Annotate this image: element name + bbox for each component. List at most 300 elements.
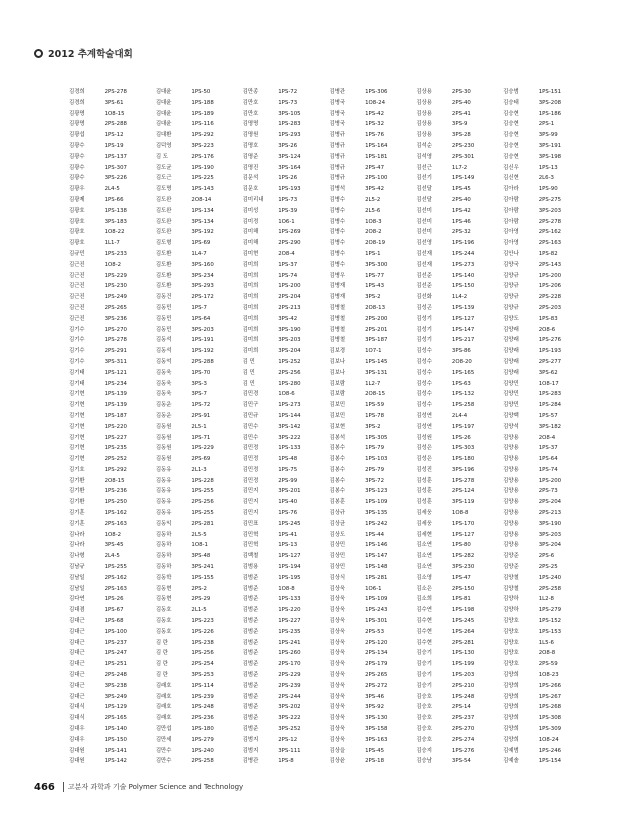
presentation-code: 1PS-305 xyxy=(365,434,388,441)
author-name: 김래호 xyxy=(155,715,172,722)
index-entry xyxy=(503,173,590,184)
author-name: 김병석 xyxy=(329,186,346,193)
author-name: 김선달 xyxy=(416,186,432,193)
presentation-code: 2PS-229 xyxy=(278,672,301,679)
index-entry xyxy=(243,249,330,260)
author-name: 김양용 xyxy=(503,510,519,517)
author-name: 김동하 xyxy=(155,542,172,549)
index-column xyxy=(69,87,156,767)
presentation-code: 1PS-109 xyxy=(365,499,388,506)
index-entry xyxy=(416,163,503,174)
presentation-code: 2PS-2 xyxy=(191,585,207,592)
author-name: 김양희 xyxy=(503,682,519,689)
author-name: 김동유 xyxy=(155,477,172,484)
presentation-code: 1PS-133 xyxy=(278,445,301,452)
presentation-code: 1PS-279 xyxy=(191,736,214,743)
index-entry xyxy=(156,422,243,433)
index-entry xyxy=(156,292,243,303)
author-name: 김양철 xyxy=(503,585,519,592)
author-name: 김승범 xyxy=(503,89,519,95)
index-entry xyxy=(69,638,156,649)
presentation-code: 1PS-252 xyxy=(278,358,301,365)
author-name: 김양래 xyxy=(503,326,519,333)
index-entry xyxy=(416,260,503,271)
presentation-code: 1O6-1 xyxy=(365,585,382,592)
index-entry xyxy=(330,249,417,260)
author-name: 김도명 xyxy=(155,186,172,193)
index-entry xyxy=(243,476,330,487)
presentation-code: 1PS-235 xyxy=(278,628,301,635)
author-name: 김선달 xyxy=(416,196,432,203)
presentation-code: 2PS-275 xyxy=(538,196,562,203)
presentation-code: 2PS-252 xyxy=(104,456,127,463)
presentation-code: 3PS-196 xyxy=(451,466,475,473)
presentation-code: 1PS-308 xyxy=(538,715,562,722)
author-name: 김민지 xyxy=(242,510,259,517)
presentation-code: 3PS-204 xyxy=(538,542,562,549)
presentation-code: 1O8-15 xyxy=(104,110,125,117)
presentation-code: 2PS-143 xyxy=(538,261,562,268)
author-name: 김근진 xyxy=(69,315,85,322)
author-name: 김성수 xyxy=(416,391,432,398)
author-name: 김범준 xyxy=(242,726,259,733)
presentation-code: 1PS-82 xyxy=(538,250,558,257)
author-name: 김승호 xyxy=(416,715,432,722)
author-name: 김병수 xyxy=(329,240,346,247)
presentation-code: 3PS-131 xyxy=(365,369,388,376)
author-name: 김양래 xyxy=(503,337,519,344)
author-name: 김신현 xyxy=(503,175,519,182)
presentation-code: 1PS-139 xyxy=(104,402,127,409)
index-entry xyxy=(330,530,417,541)
presentation-code: 1O8-17 xyxy=(538,380,559,387)
index-entry xyxy=(243,163,330,174)
presentation-code: 1PS-70 xyxy=(191,369,211,376)
index-entry xyxy=(156,119,243,130)
index-entry xyxy=(503,195,590,206)
author-name: 김기호 xyxy=(69,466,85,473)
author-name: 김범준 xyxy=(242,628,259,635)
presentation-code: 1PS-240 xyxy=(538,574,562,581)
presentation-code: 2PS-281 xyxy=(191,520,214,527)
author-name: 김성진 xyxy=(416,466,432,473)
presentation-code: 3PS-92 xyxy=(365,704,385,711)
index-entry xyxy=(416,713,503,724)
presentation-code: 2O8-15 xyxy=(104,477,125,484)
presentation-code: 1PS-180 xyxy=(451,456,475,463)
presentation-code: 1PS-196 xyxy=(451,240,475,247)
index-entry xyxy=(243,238,330,249)
author-name: 김성은 xyxy=(416,445,432,452)
author-name: 김대식 xyxy=(69,715,85,722)
index-entry xyxy=(330,648,417,659)
author-name: 김양호 xyxy=(503,661,519,668)
presentation-code: 2L1-5 xyxy=(191,607,207,614)
presentation-code: 1PS-48 xyxy=(278,456,298,463)
index-entry xyxy=(416,497,503,508)
presentation-code: 1PS-273 xyxy=(278,402,301,409)
author-name: 김미희 xyxy=(242,294,259,301)
author-name: 김동하 xyxy=(155,564,172,571)
author-name: 김상용 xyxy=(416,121,432,128)
index-entry xyxy=(69,217,156,228)
author-name: 김승기 xyxy=(416,682,432,689)
presentation-code: 1PS-139 xyxy=(104,391,127,398)
presentation-code: 1PS-258 xyxy=(451,402,475,409)
author-name: 김승지 xyxy=(416,747,432,754)
author-name: 김경희 xyxy=(69,89,85,95)
presentation-code: 3PS-203 xyxy=(538,207,562,214)
presentation-code: 1PS-149 xyxy=(451,175,475,182)
index-entry xyxy=(156,433,243,444)
author-name: 김도완 xyxy=(155,218,172,225)
presentation-code: 2L4-4 xyxy=(451,412,468,419)
presentation-code: 1PS-109 xyxy=(365,596,388,603)
index-entry xyxy=(243,422,330,433)
index-entry xyxy=(156,702,243,713)
author-name: 김성기 xyxy=(416,337,432,344)
presentation-code: 1PS-250 xyxy=(104,499,127,506)
index-entry xyxy=(330,206,417,217)
presentation-code: 2PS-18 xyxy=(365,758,385,765)
index-entry xyxy=(503,260,590,271)
presentation-code: 1PS-270 xyxy=(104,326,127,333)
author-name: 김양준 xyxy=(503,553,519,560)
index-entry xyxy=(330,368,417,379)
index-entry xyxy=(330,184,417,195)
author-name: 김상욱 xyxy=(329,628,346,635)
index-entry xyxy=(243,130,330,141)
index-entry xyxy=(330,260,417,271)
index-entry xyxy=(330,281,417,292)
author-name: 김대근 xyxy=(69,682,85,689)
author-name: 김명호 xyxy=(242,142,259,149)
index-entry xyxy=(69,540,156,551)
presentation-code: 1PS-127 xyxy=(278,553,301,560)
presentation-code: 1O8-22 xyxy=(104,229,125,236)
author-name: 김상용 xyxy=(416,110,432,117)
index-entry xyxy=(243,303,330,314)
index-entry xyxy=(69,346,156,357)
presentation-code: 3PS-192 xyxy=(191,229,214,236)
author-name: 김동하 xyxy=(155,553,172,560)
index-entry xyxy=(243,281,330,292)
index-entry xyxy=(416,130,503,141)
presentation-code: 1PS-153 xyxy=(538,628,562,635)
index-entry xyxy=(243,119,330,130)
presentation-code: 1PS-32 xyxy=(365,121,385,128)
index-entry xyxy=(416,271,503,282)
index-entry xyxy=(330,335,417,346)
index-entry xyxy=(156,594,243,605)
author-name: 김성수 xyxy=(416,380,432,387)
index-entry xyxy=(156,519,243,530)
index-entry xyxy=(243,627,330,638)
index-entry xyxy=(156,130,243,141)
index-entry xyxy=(503,551,590,562)
presentation-code: 1PS-148 xyxy=(365,564,388,571)
index-entry xyxy=(156,217,243,228)
presentation-code: 1PS-186 xyxy=(538,110,562,117)
presentation-code: 3PS-28 xyxy=(451,132,471,139)
index-entry xyxy=(503,119,590,130)
author-name: 김양백 xyxy=(503,412,519,419)
author-name: 김성기 xyxy=(416,315,432,322)
index-entry xyxy=(330,195,417,206)
author-name: 김승현 xyxy=(503,153,519,160)
author-name: 김나라 xyxy=(69,542,85,549)
author-name: 김양도 xyxy=(503,315,519,322)
index-entry xyxy=(503,411,590,422)
author-name: 김만호 xyxy=(242,110,259,117)
index-entry xyxy=(330,292,417,303)
author-name: 김상규 xyxy=(329,510,346,517)
presentation-code: 1PS-7 xyxy=(191,304,207,311)
author-name: 김병재 xyxy=(329,283,346,290)
index-entry xyxy=(243,540,330,551)
presentation-code: 3PS-183 xyxy=(104,218,127,225)
author-name: 김대겸 xyxy=(69,607,85,614)
index-entry xyxy=(503,184,590,195)
index-entry xyxy=(416,605,503,616)
author-name: 김미희 xyxy=(242,337,259,344)
author-name: 김범준 xyxy=(242,607,259,614)
presentation-code: 2PS-73 xyxy=(538,488,558,495)
index-entry xyxy=(503,605,590,616)
presentation-code: 1PS-78 xyxy=(365,412,385,419)
index-entry xyxy=(330,756,417,767)
index-entry xyxy=(243,497,330,508)
index-entry xyxy=(503,530,590,541)
author-name: 김소연 xyxy=(416,564,432,571)
presentation-code: 2L4-5 xyxy=(104,186,120,193)
author-name: 김덕영 xyxy=(155,142,172,149)
presentation-code: 1PS-77 xyxy=(365,272,385,279)
index-entry xyxy=(330,670,417,681)
index-entry xyxy=(69,551,156,562)
presentation-code: 1PS-180 xyxy=(191,726,214,733)
presentation-code: 1PS-200 xyxy=(538,477,562,484)
presentation-code: 1PS-143 xyxy=(191,186,214,193)
author-name: 김민규 xyxy=(242,412,259,419)
index-entry xyxy=(156,573,243,584)
presentation-code: 2L6-3 xyxy=(538,175,554,182)
author-name: 김상욱 xyxy=(329,650,346,657)
presentation-code: 3PS-46 xyxy=(365,693,385,700)
presentation-code: 3PS-130 xyxy=(365,715,388,722)
author-name: 김상용 xyxy=(416,132,432,139)
author-name: 김기수 xyxy=(69,337,85,344)
author-name: 김범준 xyxy=(242,618,259,625)
author-name: 김보민 xyxy=(329,402,346,409)
index-entry xyxy=(156,249,243,260)
presentation-code: 1PS-142 xyxy=(104,758,127,765)
presentation-code: 1PS-145 xyxy=(365,358,388,365)
index-entry xyxy=(503,508,590,519)
index-entry xyxy=(156,152,243,163)
index-entry xyxy=(416,195,503,206)
presentation-code: 1PS-282 xyxy=(451,553,475,560)
author-name: 김양희 xyxy=(503,715,519,722)
presentation-code: 1PS-199 xyxy=(451,661,475,668)
index-entry xyxy=(69,152,156,163)
author-name: 김범준 xyxy=(242,672,259,679)
index-entry xyxy=(330,163,417,174)
presentation-code: 1PS-114 xyxy=(191,682,214,689)
author-name: 김대윤 xyxy=(155,110,172,117)
author-name: 김세웅 xyxy=(416,510,432,517)
presentation-code: 1PS-144 xyxy=(278,412,301,419)
index-entry xyxy=(416,530,503,541)
author-name: 김동익 xyxy=(155,520,172,527)
presentation-code: 2O8-6 xyxy=(538,326,556,333)
index-entry xyxy=(330,573,417,584)
presentation-code: 1PS-74 xyxy=(538,466,558,473)
presentation-code: 2PS-179 xyxy=(365,661,388,668)
author-name: 김병규 xyxy=(329,164,346,171)
presentation-code: 1PS-225 xyxy=(191,175,214,182)
presentation-code: 1PS-245 xyxy=(451,618,475,625)
index-entry xyxy=(69,508,156,519)
author-name: 김양호 xyxy=(503,618,519,625)
index-entry xyxy=(69,357,156,368)
author-name: 김병철 xyxy=(329,315,346,322)
index-entry xyxy=(69,249,156,260)
presentation-code: 1L4-2 xyxy=(451,294,468,301)
presentation-code: 1PS-132 xyxy=(451,391,475,398)
index-entry xyxy=(69,163,156,174)
index-entry xyxy=(156,346,243,357)
presentation-code: 1PS-226 xyxy=(191,628,214,635)
index-entry xyxy=(69,724,156,735)
index-entry xyxy=(243,605,330,616)
presentation-code: 2PS-201 xyxy=(365,326,388,333)
presentation-code: 2PS-213 xyxy=(538,510,562,517)
index-entry xyxy=(330,681,417,692)
presentation-code: 2O8-19 xyxy=(365,240,386,247)
presentation-code: 1PS-229 xyxy=(191,445,214,452)
author-name: 김미희 xyxy=(242,261,259,268)
index-entry xyxy=(416,206,503,217)
index-entry xyxy=(503,702,590,713)
presentation-code: 3PS-45 xyxy=(104,542,124,549)
presentation-code: 1PS-127 xyxy=(451,531,475,538)
presentation-code: 1PS-249 xyxy=(104,294,127,301)
author-name: 김미희 xyxy=(242,315,259,322)
presentation-code: 2PS-41 xyxy=(451,110,471,117)
author-name: 김기환 xyxy=(69,477,85,484)
index-entry xyxy=(503,573,590,584)
author-name: 김동민 xyxy=(155,326,172,333)
presentation-code: 1PS-72 xyxy=(278,89,298,95)
index-entry xyxy=(503,454,590,465)
index-entry xyxy=(69,238,156,249)
presentation-code: 2PS-258 xyxy=(191,758,214,765)
index-entry xyxy=(156,713,243,724)
author-name: 김대근 xyxy=(69,661,85,668)
presentation-code: 2PS-248 xyxy=(104,672,127,679)
index-entry xyxy=(503,163,590,174)
author-name: 김양희 xyxy=(503,736,519,743)
index-entry xyxy=(330,594,417,605)
index-entry xyxy=(69,454,156,465)
index-entry xyxy=(416,454,503,465)
index-entry xyxy=(156,627,243,638)
index-entry xyxy=(503,486,590,497)
author-name: 김래호 xyxy=(155,704,172,711)
presentation-code: 1PS-190 xyxy=(191,164,214,171)
author-name: 김수현 xyxy=(416,639,432,646)
presentation-code: 3PS-48 xyxy=(191,553,211,560)
presentation-code: 1PS-243 xyxy=(365,607,388,614)
presentation-code: 2L1-3 xyxy=(191,466,207,473)
presentation-code: 2PS-1 xyxy=(538,121,555,128)
index-entry xyxy=(503,249,590,260)
author-name: 김대근 xyxy=(69,672,85,679)
author-name: 김남일 xyxy=(69,585,85,592)
presentation-code: 1PS-309 xyxy=(538,726,562,733)
presentation-code: 1PS-37 xyxy=(278,261,298,268)
index-entry xyxy=(69,335,156,346)
author-name: 김상민 xyxy=(329,542,346,549)
index-entry xyxy=(69,594,156,605)
author-name: 김양래 xyxy=(503,369,519,376)
presentation-code: 2O8-15 xyxy=(365,391,386,398)
presentation-code: 1PS-140 xyxy=(104,726,127,733)
presentation-code: 1PS-64 xyxy=(191,315,211,322)
author-name: 김양희 xyxy=(503,726,519,733)
index-column xyxy=(503,87,590,767)
author-name: 김선미 xyxy=(416,229,432,236)
author-name: 김문석 xyxy=(242,175,259,182)
author-name: 김병규 xyxy=(329,132,346,139)
author-name: 김상욱 xyxy=(329,704,346,711)
index-entry xyxy=(330,702,417,713)
presentation-code: 1PS-46 xyxy=(451,218,471,225)
index-entry xyxy=(330,238,417,249)
presentation-code: 1PS-268 xyxy=(538,704,562,711)
presentation-code: 1PS-150 xyxy=(104,736,127,743)
author-name: 김도환 xyxy=(155,283,172,290)
author-name: 김만종 xyxy=(242,89,259,95)
author-name: 김범준 xyxy=(242,585,259,592)
index-entry xyxy=(156,605,243,616)
index-column xyxy=(416,87,503,767)
author-name: 김기현 xyxy=(69,456,85,463)
author-name: 김근진 xyxy=(69,261,85,268)
author-name: 김동건 xyxy=(155,294,172,301)
index-entry xyxy=(156,540,243,551)
presentation-code: 3PS-223 xyxy=(191,142,214,149)
presentation-code: 1PS-193 xyxy=(538,348,562,355)
presentation-code: 3PS-253 xyxy=(191,672,214,679)
presentation-code: 1PS-42 xyxy=(451,207,471,214)
index-entry xyxy=(69,195,156,206)
presentation-code: 2PS-301 xyxy=(451,153,475,160)
index-entry xyxy=(416,314,503,325)
presentation-code: 1PS-239 xyxy=(191,693,214,700)
index-entry xyxy=(243,87,330,98)
presentation-code: 1PS-26 xyxy=(104,596,124,603)
index-entry xyxy=(330,98,417,109)
presentation-code: 3PS-2 xyxy=(365,423,381,430)
index-entry xyxy=(243,594,330,605)
index-entry xyxy=(156,357,243,368)
index-entry xyxy=(416,756,503,767)
index-entry xyxy=(69,530,156,541)
presentation-code: 3PS-300 xyxy=(365,261,388,268)
author-name: 김상욱 xyxy=(329,672,346,679)
